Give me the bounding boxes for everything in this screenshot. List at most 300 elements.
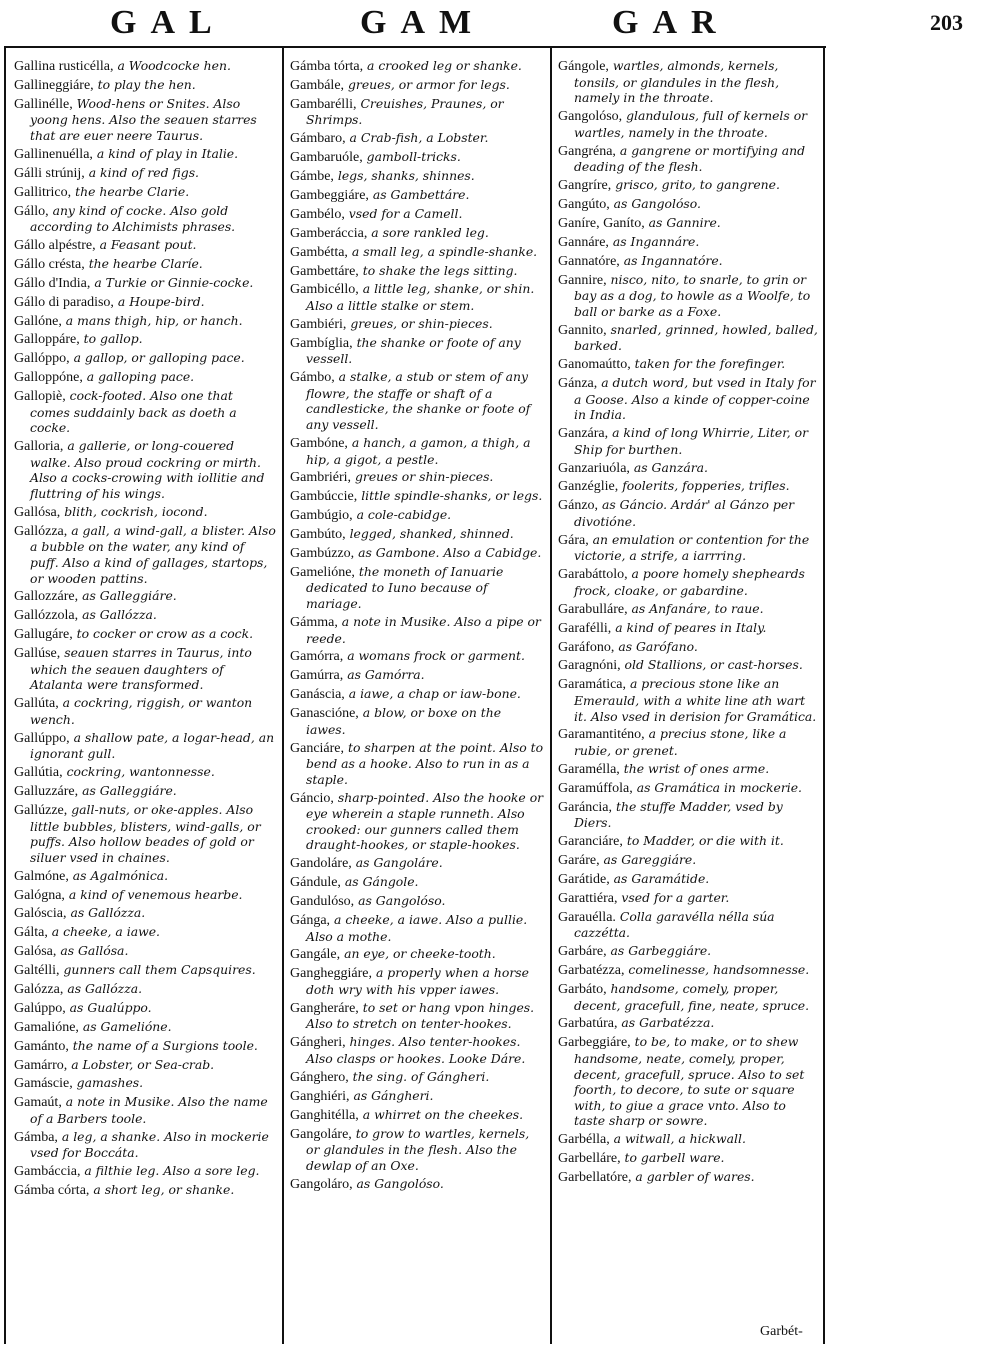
entry-definition: little spindle-shanks, or legs. bbox=[361, 488, 543, 504]
dictionary-entry bbox=[290, 686, 544, 703]
dictionary-entry bbox=[290, 946, 544, 963]
entry-headword: Gallúppo, bbox=[14, 730, 70, 746]
entry-headword: Garáncia, bbox=[558, 799, 613, 815]
entry-definition: greues, or armor for legs. bbox=[347, 76, 510, 92]
dictionary-entry bbox=[290, 912, 544, 944]
dictionary-entry bbox=[14, 77, 276, 94]
entry-definition: a galloping pace. bbox=[86, 369, 195, 385]
dictionary-entry bbox=[290, 507, 544, 524]
dictionary-entry bbox=[14, 1129, 276, 1161]
header-left: GAL bbox=[110, 4, 226, 41]
entry-headword: Ganghiéri, bbox=[290, 1088, 350, 1104]
entry-definition: as Galleggiáre. bbox=[82, 588, 177, 604]
entry-definition: gamboll-tricks. bbox=[366, 149, 461, 165]
dictionary-entry bbox=[558, 58, 820, 106]
entry-definition: a blow, or boxe on the iawes. bbox=[306, 705, 502, 737]
entry-headword: Gambóne, bbox=[290, 435, 348, 451]
dictionary-entry bbox=[14, 962, 276, 979]
entry-definition: a kind of peares in Italy. bbox=[615, 619, 767, 635]
entry-definition: the hearbe Claríe. bbox=[88, 255, 203, 271]
dictionary-entry bbox=[290, 130, 544, 147]
entry-definition: a Crab-fish, a Lobster. bbox=[349, 130, 489, 146]
entry-definition: a precius stone, like a rubie, or grenet. bbox=[574, 726, 787, 758]
entry-headword: Gambeggiáre, bbox=[290, 187, 369, 203]
entry-definition: seauen starres in Taurus, into which the seauen daughters of Atalanta were transformed. bbox=[30, 645, 252, 693]
header-right: GAR bbox=[612, 4, 730, 41]
dictionary-entry bbox=[14, 294, 276, 311]
entry-headword: Gánga, bbox=[290, 913, 331, 928]
entry-headword: Gallóppo, bbox=[14, 351, 70, 367]
dictionary-entry bbox=[14, 981, 276, 998]
dictionary-entry bbox=[290, 225, 544, 242]
entry-definition: a cheeke, a iawe. bbox=[51, 924, 160, 940]
dictionary-entry bbox=[290, 1176, 544, 1193]
entry-headword: Garáre, bbox=[558, 853, 600, 869]
entry-definition: a note in Musike. Also a pipe or reede. bbox=[306, 613, 541, 646]
dictionary-entry bbox=[558, 1131, 820, 1148]
dictionary-entry bbox=[14, 1094, 276, 1126]
dictionary-entry bbox=[14, 165, 276, 182]
column-rule-1 bbox=[282, 46, 284, 1344]
entry-definition: as Gareggiáre. bbox=[603, 852, 697, 868]
dictionary-entry bbox=[290, 435, 544, 467]
entry-definition: to set or hang vpon hinges. Also to stretch on tenter-hookes. bbox=[306, 999, 535, 1032]
entry-headword: Galúppo, bbox=[14, 1000, 66, 1016]
dictionary-entry bbox=[14, 237, 276, 254]
dictionary-entry bbox=[290, 740, 544, 788]
entry-definition: as Gáncio. Ardár' al Gánzo per divotióne. bbox=[574, 497, 795, 529]
entry-headword: Garbeggiáre, bbox=[558, 1035, 631, 1051]
dictionary-entry bbox=[558, 852, 820, 869]
dictionary-entry bbox=[558, 497, 820, 529]
entry-headword: Gambettáre, bbox=[290, 263, 359, 279]
entry-headword: Gámbe, bbox=[290, 169, 334, 185]
entry-headword: Gángole, bbox=[558, 59, 609, 74]
entry-headword: Gangheráre, bbox=[290, 1000, 359, 1016]
entry-definition: a kind of long Whirrie, Liter, or Ship for burthen. bbox=[574, 425, 809, 457]
entry-headword: Gangúto, bbox=[558, 196, 610, 212]
dictionary-entry bbox=[290, 1107, 544, 1124]
dictionary-entry bbox=[558, 726, 820, 758]
entry-definition: as Gamelióne. bbox=[82, 1018, 172, 1034]
entry-headword: Ganáscia, bbox=[290, 687, 345, 703]
entry-headword: Galóscia, bbox=[14, 906, 67, 922]
entry-headword: Gambélo, bbox=[290, 206, 345, 222]
entry-headword: Galózza, bbox=[14, 981, 64, 997]
dictionary-entry bbox=[290, 855, 544, 872]
column-rule-left bbox=[4, 46, 6, 1344]
entry-headword: Ganzéglie, bbox=[558, 479, 619, 495]
entry-definition: as Ganzára. bbox=[633, 459, 708, 475]
entry-headword: Gamánto, bbox=[14, 1038, 69, 1054]
dictionary-entry bbox=[558, 196, 820, 213]
entry-definition: taken for the forefinger. bbox=[634, 356, 786, 372]
entry-headword: Gangheggiáre, bbox=[290, 966, 373, 982]
entry-headword: Gamaút, bbox=[14, 1095, 62, 1111]
dictionary-entry bbox=[14, 868, 276, 885]
entry-definition: a womans frock or garment. bbox=[347, 648, 525, 664]
entry-definition: gall-nuts, or oke-apples. Also little bubbles, blisters, wind-galls, or puffs. Also hollow beades of gold or siluer vsed in chaines. bbox=[30, 801, 261, 865]
entry-definition: as Gannire. bbox=[648, 214, 721, 230]
entry-definition: legged, shanked, shinned. bbox=[349, 526, 514, 542]
dictionary-entry bbox=[14, 388, 276, 436]
entry-definition: a short leg, or shanke. bbox=[93, 1182, 235, 1198]
entry-definition: a Turkie or Ginnie-cocke. bbox=[94, 274, 254, 290]
entry-definition: to be, to make, or to shew handsome, neate, comely, proper, decent, gracefull, spruce. Also to set foorth, to decore, to sute or square with, to giue a grace vnto. Also to taste sharp or sowre. bbox=[574, 1034, 805, 1129]
dictionary-entry bbox=[558, 1150, 820, 1167]
dictionary-entry bbox=[14, 184, 276, 201]
catchword: Garbét- bbox=[760, 1324, 803, 1339]
entry-definition: grisco, grito, to gangrene. bbox=[615, 177, 780, 193]
entry-headword: Gamárro, bbox=[14, 1057, 68, 1073]
entry-definition: a garbler of wares. bbox=[635, 1168, 755, 1184]
entry-headword: Gallósa, bbox=[14, 504, 61, 520]
dictionary-entry bbox=[290, 281, 544, 313]
entry-definition: a witwall, a hickwall. bbox=[613, 1131, 746, 1147]
entry-headword: Garbatúra, bbox=[558, 1016, 618, 1032]
entry-definition: the hearbe Clarie. bbox=[75, 183, 190, 199]
page-number: 203 bbox=[930, 10, 963, 35]
entry-headword: Gallúzze, bbox=[14, 802, 68, 818]
dictionary-entry bbox=[14, 588, 276, 605]
entry-headword: Gambaruóle, bbox=[290, 150, 363, 166]
entry-headword: Garanciáre, bbox=[558, 834, 623, 850]
dictionary-entry bbox=[14, 1057, 276, 1074]
entry-definition: glandulous, full of kernels or wartles, namely in the throate. bbox=[574, 108, 808, 140]
entry-headword: Gamelióne, bbox=[290, 564, 355, 580]
entry-definition: the sing. of Gángheri. bbox=[352, 1068, 490, 1084]
entry-definition: to grow to wartles, kernels, or glandules in the flesh. Also the dewlap of an Oxe. bbox=[306, 1125, 530, 1173]
dictionary-entry bbox=[558, 676, 820, 724]
entry-headword: Gánza, bbox=[558, 375, 598, 391]
entry-definition: a Lobster, or Sea-crab. bbox=[71, 1056, 215, 1072]
entry-definition: a stalke, a stub or stem of any flowre, the staffe or shaft of a candlesticke, the shanke or foote of any vessell. bbox=[306, 369, 531, 433]
entry-headword: Gámba, bbox=[14, 1129, 58, 1145]
entry-definition: a crooked leg or shanke. bbox=[367, 58, 522, 73]
entry-headword: Gallina rusticélla, bbox=[14, 59, 114, 74]
dictionary-entry bbox=[558, 639, 820, 656]
entry-definition: as Galleggiáre. bbox=[82, 783, 177, 799]
dictionary-entry bbox=[14, 58, 276, 75]
entry-headword: Gambíglia, bbox=[290, 335, 353, 351]
dictionary-entry bbox=[558, 909, 820, 941]
dictionary-entry bbox=[290, 263, 544, 280]
entry-definition: a gall, a wind-gall, a blister. Also a bubble on the water, any kind of puff. Also a kind of gallages, startops, or wooden pattins. bbox=[30, 522, 276, 586]
dictionary-entry bbox=[290, 58, 544, 75]
dictionary-entry bbox=[558, 215, 820, 232]
entry-headword: Gambúccie, bbox=[290, 489, 358, 505]
entry-headword: Gamórra, bbox=[290, 649, 344, 665]
entry-headword: Gannito, bbox=[558, 322, 607, 338]
entry-headword: Garbellatóre, bbox=[558, 1169, 632, 1185]
entry-headword: Gambúzzo, bbox=[290, 545, 355, 561]
entry-definition: a note in Musike. Also the name of a Barbers toole. bbox=[30, 1094, 268, 1126]
entry-definition: an eye, or cheeke-tooth. bbox=[344, 946, 496, 962]
entry-headword: Garauélla. bbox=[558, 909, 616, 925]
dictionary-entry bbox=[290, 874, 544, 891]
entry-headword: Galógna, bbox=[14, 887, 65, 903]
entry-headword: Garafélli, bbox=[558, 620, 612, 636]
entry-headword: Gangréna, bbox=[558, 143, 616, 159]
entry-headword: Ganghitélla, bbox=[290, 1107, 359, 1123]
dictionary-entry bbox=[558, 833, 820, 850]
dictionary-entry bbox=[558, 375, 820, 423]
entry-definition: as Garófano. bbox=[618, 638, 698, 654]
dictionary-entry bbox=[14, 146, 276, 163]
entry-headword: Gambúto, bbox=[290, 527, 346, 543]
entry-headword: Gambále, bbox=[290, 77, 345, 93]
dictionary-entry bbox=[290, 168, 544, 185]
entry-headword: Gallinenuélla, bbox=[14, 146, 93, 162]
entry-headword: Gandulóso, bbox=[290, 894, 355, 910]
entry-definition: gunners call them Capsquires. bbox=[63, 962, 256, 978]
entry-headword: Ganzára, bbox=[558, 426, 609, 442]
entry-headword: Garamúffola, bbox=[558, 780, 633, 796]
dictionary-entry bbox=[290, 705, 544, 737]
entry-definition: nisco, nito, to snarle, to grin or bay as a dog, to howle as a Woolfe, to ball or barke as a Foxe. bbox=[574, 271, 811, 319]
entry-definition: a kind of play in Italie. bbox=[96, 145, 239, 161]
entry-headword: Galloppóne, bbox=[14, 370, 83, 386]
dictionary-entry bbox=[558, 871, 820, 888]
entry-headword: Gamúrra, bbox=[290, 668, 344, 684]
entry-definition: any kind of cocke. Also gold according to Alchimists phrases. bbox=[30, 202, 236, 235]
entry-definition: a precious stone like an Emerauld, with a white line ath wart it. Also vsed in derision for Gramática. bbox=[574, 676, 817, 724]
entry-headword: Garamática, bbox=[558, 677, 627, 693]
entry-definition: a cheeke, a iawe. Also a pullie. Also a mothe. bbox=[306, 912, 528, 944]
entry-definition: the shanke or foote of any vessell. bbox=[306, 334, 521, 367]
entry-headword: Gámba tórta, bbox=[290, 59, 364, 74]
entry-definition: Creuishes, Praunes, or Shrimps. bbox=[306, 95, 504, 128]
entry-definition: as Gallósa. bbox=[60, 943, 129, 959]
entry-headword: Gallózzola, bbox=[14, 608, 79, 624]
entry-definition: Colla garavélla nélla súa cazzétta. bbox=[574, 908, 775, 941]
entry-headword: Gangále, bbox=[290, 947, 341, 963]
entry-headword: Gámbaro, bbox=[290, 131, 346, 147]
entry-definition: foolerits, fopperies, trifles. bbox=[622, 478, 790, 494]
dictionary-entry bbox=[290, 206, 544, 223]
entry-definition: a poore homely shepheards frock, cloake, or gabardine. bbox=[574, 566, 805, 598]
entry-headword: Gamalióne, bbox=[14, 1019, 79, 1035]
dictionary-entry bbox=[290, 1000, 544, 1032]
entry-definition: a kind of venemous hearbe. bbox=[68, 886, 243, 902]
entry-definition: vsed for a garter. bbox=[621, 889, 730, 905]
dictionary-entry bbox=[14, 764, 276, 781]
entry-headword: Garáfono, bbox=[558, 639, 615, 655]
dictionary-entry bbox=[558, 1015, 820, 1032]
entry-headword: Gánghero, bbox=[290, 1069, 349, 1085]
dictionary-entry bbox=[558, 272, 820, 320]
entry-definition: as Gallózza. bbox=[67, 980, 143, 996]
entry-definition: cockring, wantonnesse. bbox=[66, 764, 215, 780]
entry-definition: as Gángole. bbox=[344, 874, 419, 890]
dictionary-entry bbox=[14, 695, 276, 727]
entry-headword: Gallúta, bbox=[14, 696, 59, 712]
entry-definition: a Houpe-bird. bbox=[117, 293, 205, 309]
dictionary-entry bbox=[14, 626, 276, 643]
entry-headword: Gálta, bbox=[14, 925, 48, 941]
dictionary-entry bbox=[290, 77, 544, 94]
dictionary-entry bbox=[558, 962, 820, 979]
dictionary-entry bbox=[558, 143, 820, 175]
dictionary-entry bbox=[290, 244, 544, 261]
dictionary-entry bbox=[558, 601, 820, 618]
dictionary-entry bbox=[14, 203, 276, 235]
entry-headword: Gámba córta, bbox=[14, 1183, 90, 1199]
entry-definition: a leg, a shanke. Also in mockerie vsed for Boccáta. bbox=[30, 1128, 269, 1161]
entry-definition: as Gangoláre. bbox=[355, 855, 443, 871]
entry-headword: Gallitrico, bbox=[14, 184, 72, 200]
entry-definition: to gallop. bbox=[83, 331, 143, 347]
entry-headword: Galloppáre, bbox=[14, 332, 80, 348]
entry-definition: as Garbeggiáre. bbox=[610, 943, 712, 959]
entry-definition: to Madder, or die with it. bbox=[626, 833, 784, 849]
entry-definition: as Gallózza. bbox=[82, 607, 157, 623]
entry-headword: Garamélla, bbox=[558, 761, 620, 777]
entry-definition: a sore rankled leg. bbox=[371, 224, 489, 240]
dictionary-entry bbox=[558, 780, 820, 797]
dictionary-entry bbox=[14, 256, 276, 273]
entry-definition: as Gangolóso. bbox=[613, 195, 701, 211]
dictionary-entry bbox=[14, 504, 276, 521]
entry-headword: Gángheri, bbox=[290, 1035, 346, 1051]
entry-headword: Gallineggiáre, bbox=[14, 77, 94, 93]
entry-definition: Wood-hens or Snites. Also yoong hens. Also the seauen starres that are euer neere Taurus. bbox=[30, 95, 257, 143]
dictionary-entry bbox=[290, 488, 544, 505]
entry-definition: wartles, almonds, kernels, tonsils, or glandules in the flesh, namely in the throate. bbox=[574, 58, 780, 106]
entry-headword: Gambicéllo, bbox=[290, 282, 359, 298]
entry-headword: Garabáttolo, bbox=[558, 567, 628, 583]
entry-headword: Gamberáccia, bbox=[290, 225, 368, 241]
entry-definition: to cocker or crow as a cock. bbox=[76, 626, 254, 642]
entry-headword: Gállo alpéstre, bbox=[14, 238, 96, 254]
entry-headword: Gállo crésta, bbox=[14, 256, 85, 272]
dictionary-entry bbox=[558, 177, 820, 194]
entry-headword: Galmóne, bbox=[14, 868, 69, 884]
entry-headword: Gállo d'India, bbox=[14, 275, 91, 291]
entry-headword: Gambétta, bbox=[290, 244, 348, 260]
dictionary-entry bbox=[290, 893, 544, 910]
dictionary-entry bbox=[14, 313, 276, 330]
entry-headword: Gallózza, bbox=[14, 523, 68, 539]
header-center: GAM bbox=[360, 4, 486, 41]
entry-headword: Gallinélle, bbox=[14, 96, 73, 112]
entry-headword: Gallúse, bbox=[14, 646, 61, 662]
dictionary-entry bbox=[290, 369, 544, 432]
dictionary-entry bbox=[14, 331, 276, 348]
dictionary-entry bbox=[558, 356, 820, 373]
entry-definition: a dutch word, but vsed in Italy for a Goose. Also a kinde of copper-coine in India. bbox=[574, 374, 816, 423]
dictionary-entry bbox=[14, 275, 276, 292]
entry-headword: Garattiéra, bbox=[558, 890, 618, 906]
entry-definition: to play the hen. bbox=[97, 76, 196, 92]
entry-definition: a gallerie, or long-couered walke. Also proud cockring or mirth. Also a cocks-crowing with iollitie and fluttring of his wings. bbox=[30, 438, 265, 501]
entry-definition: the name of a Surgions toole. bbox=[72, 1037, 258, 1053]
entry-headword: Gánzo, bbox=[558, 498, 599, 514]
dictionary-entry bbox=[558, 532, 820, 564]
dictionary-entry bbox=[558, 799, 820, 831]
entry-definition: vsed for a Camell. bbox=[348, 205, 463, 221]
dictionary-entry bbox=[558, 761, 820, 778]
entry-headword: Galloria, bbox=[14, 439, 64, 455]
entry-definition: as Gambone. Also a Cabidge. bbox=[358, 544, 542, 560]
entry-headword: Gámbo, bbox=[290, 370, 335, 386]
entry-headword: Gangoláre, bbox=[290, 1126, 352, 1142]
entry-headword: Gambiéri, bbox=[290, 316, 347, 332]
entry-headword: Gallóne, bbox=[14, 313, 62, 329]
entry-definition: as Anfanáre, to raue. bbox=[631, 600, 764, 616]
dictionary-entry bbox=[558, 943, 820, 960]
entry-definition: a cockring, riggish, or wanton wench. bbox=[30, 695, 253, 727]
entry-definition: as Garamátide. bbox=[613, 870, 710, 886]
dictionary-entry bbox=[290, 96, 544, 128]
entry-definition: a small leg, a spindle-shanke. bbox=[351, 243, 538, 259]
entry-headword: Gálli strúnij, bbox=[14, 165, 85, 181]
dictionary-entry bbox=[290, 1069, 544, 1086]
entry-definition: as Gangolóso. bbox=[358, 893, 446, 909]
entry-headword: Garátide, bbox=[558, 871, 610, 887]
dictionary-entry bbox=[14, 802, 276, 865]
entry-headword: Gállo, bbox=[14, 203, 49, 219]
entry-headword: Gangolóso, bbox=[558, 109, 623, 125]
column-2 bbox=[290, 58, 544, 1348]
column-3 bbox=[558, 58, 820, 1348]
entry-definition: a cole-cabidge. bbox=[356, 507, 452, 523]
dictionary-entry bbox=[558, 1034, 820, 1129]
entry-definition: a filthie leg. Also a sore leg. bbox=[84, 1163, 260, 1179]
entry-definition: as Gallózza. bbox=[70, 905, 146, 921]
entry-definition: as Gamórra. bbox=[347, 667, 425, 683]
entry-headword: Ganascióne, bbox=[290, 706, 359, 722]
entry-definition: as Gángheri. bbox=[353, 1087, 434, 1103]
dictionary-entry bbox=[558, 1169, 820, 1186]
dictionary-entry bbox=[290, 648, 544, 665]
entry-headword: Gámma, bbox=[290, 614, 338, 630]
entry-definition: snarled, grinned, howled, balled, barked. bbox=[574, 321, 818, 354]
entry-headword: Gangríre, bbox=[558, 178, 612, 194]
entry-definition: to sharpen at the point. Also to bend as a hooke. Also to run in as a staple. bbox=[306, 739, 544, 787]
entry-headword: Gallugáre, bbox=[14, 627, 73, 643]
entry-definition: as Agalmónica. bbox=[72, 867, 169, 883]
entry-headword: Ganíre, Ganíto, bbox=[558, 215, 645, 231]
entry-headword: Gallútia, bbox=[14, 765, 63, 781]
entry-headword: Gamáscie, bbox=[14, 1076, 73, 1092]
dictionary-entry bbox=[14, 438, 276, 501]
dictionary-entry bbox=[290, 1126, 544, 1174]
dictionary-entry bbox=[14, 887, 276, 904]
dictionary-entry bbox=[290, 316, 544, 333]
entry-headword: Gándule, bbox=[290, 875, 341, 891]
dictionary-entry bbox=[14, 1075, 276, 1092]
dictionary-entry bbox=[558, 108, 820, 140]
entry-headword: Gáncio, bbox=[290, 790, 334, 806]
dictionary-entry bbox=[14, 369, 276, 386]
dictionary-entry bbox=[558, 981, 820, 1013]
entry-headword: Gannáre, bbox=[558, 234, 609, 250]
column-rule-right bbox=[823, 46, 825, 1344]
dictionary-entry bbox=[290, 149, 544, 166]
entry-headword: Gandoláre, bbox=[290, 856, 352, 872]
entry-definition: as Gramática in mockerie. bbox=[636, 779, 802, 795]
dictionary-entry bbox=[290, 1088, 544, 1105]
dictionary-entry bbox=[14, 96, 276, 144]
entry-headword: Garbáto, bbox=[558, 981, 607, 997]
entry-headword: Gambarélli, bbox=[290, 96, 357, 112]
entry-definition: a little leg, shanke, or shin. Also a little stalke or stem. bbox=[306, 281, 535, 313]
entry-headword: Galluzzáre, bbox=[14, 784, 79, 800]
entry-headword: Garbélla, bbox=[558, 1132, 610, 1148]
entry-headword: Garagnóni, bbox=[558, 658, 621, 674]
dictionary-entry bbox=[558, 620, 820, 637]
